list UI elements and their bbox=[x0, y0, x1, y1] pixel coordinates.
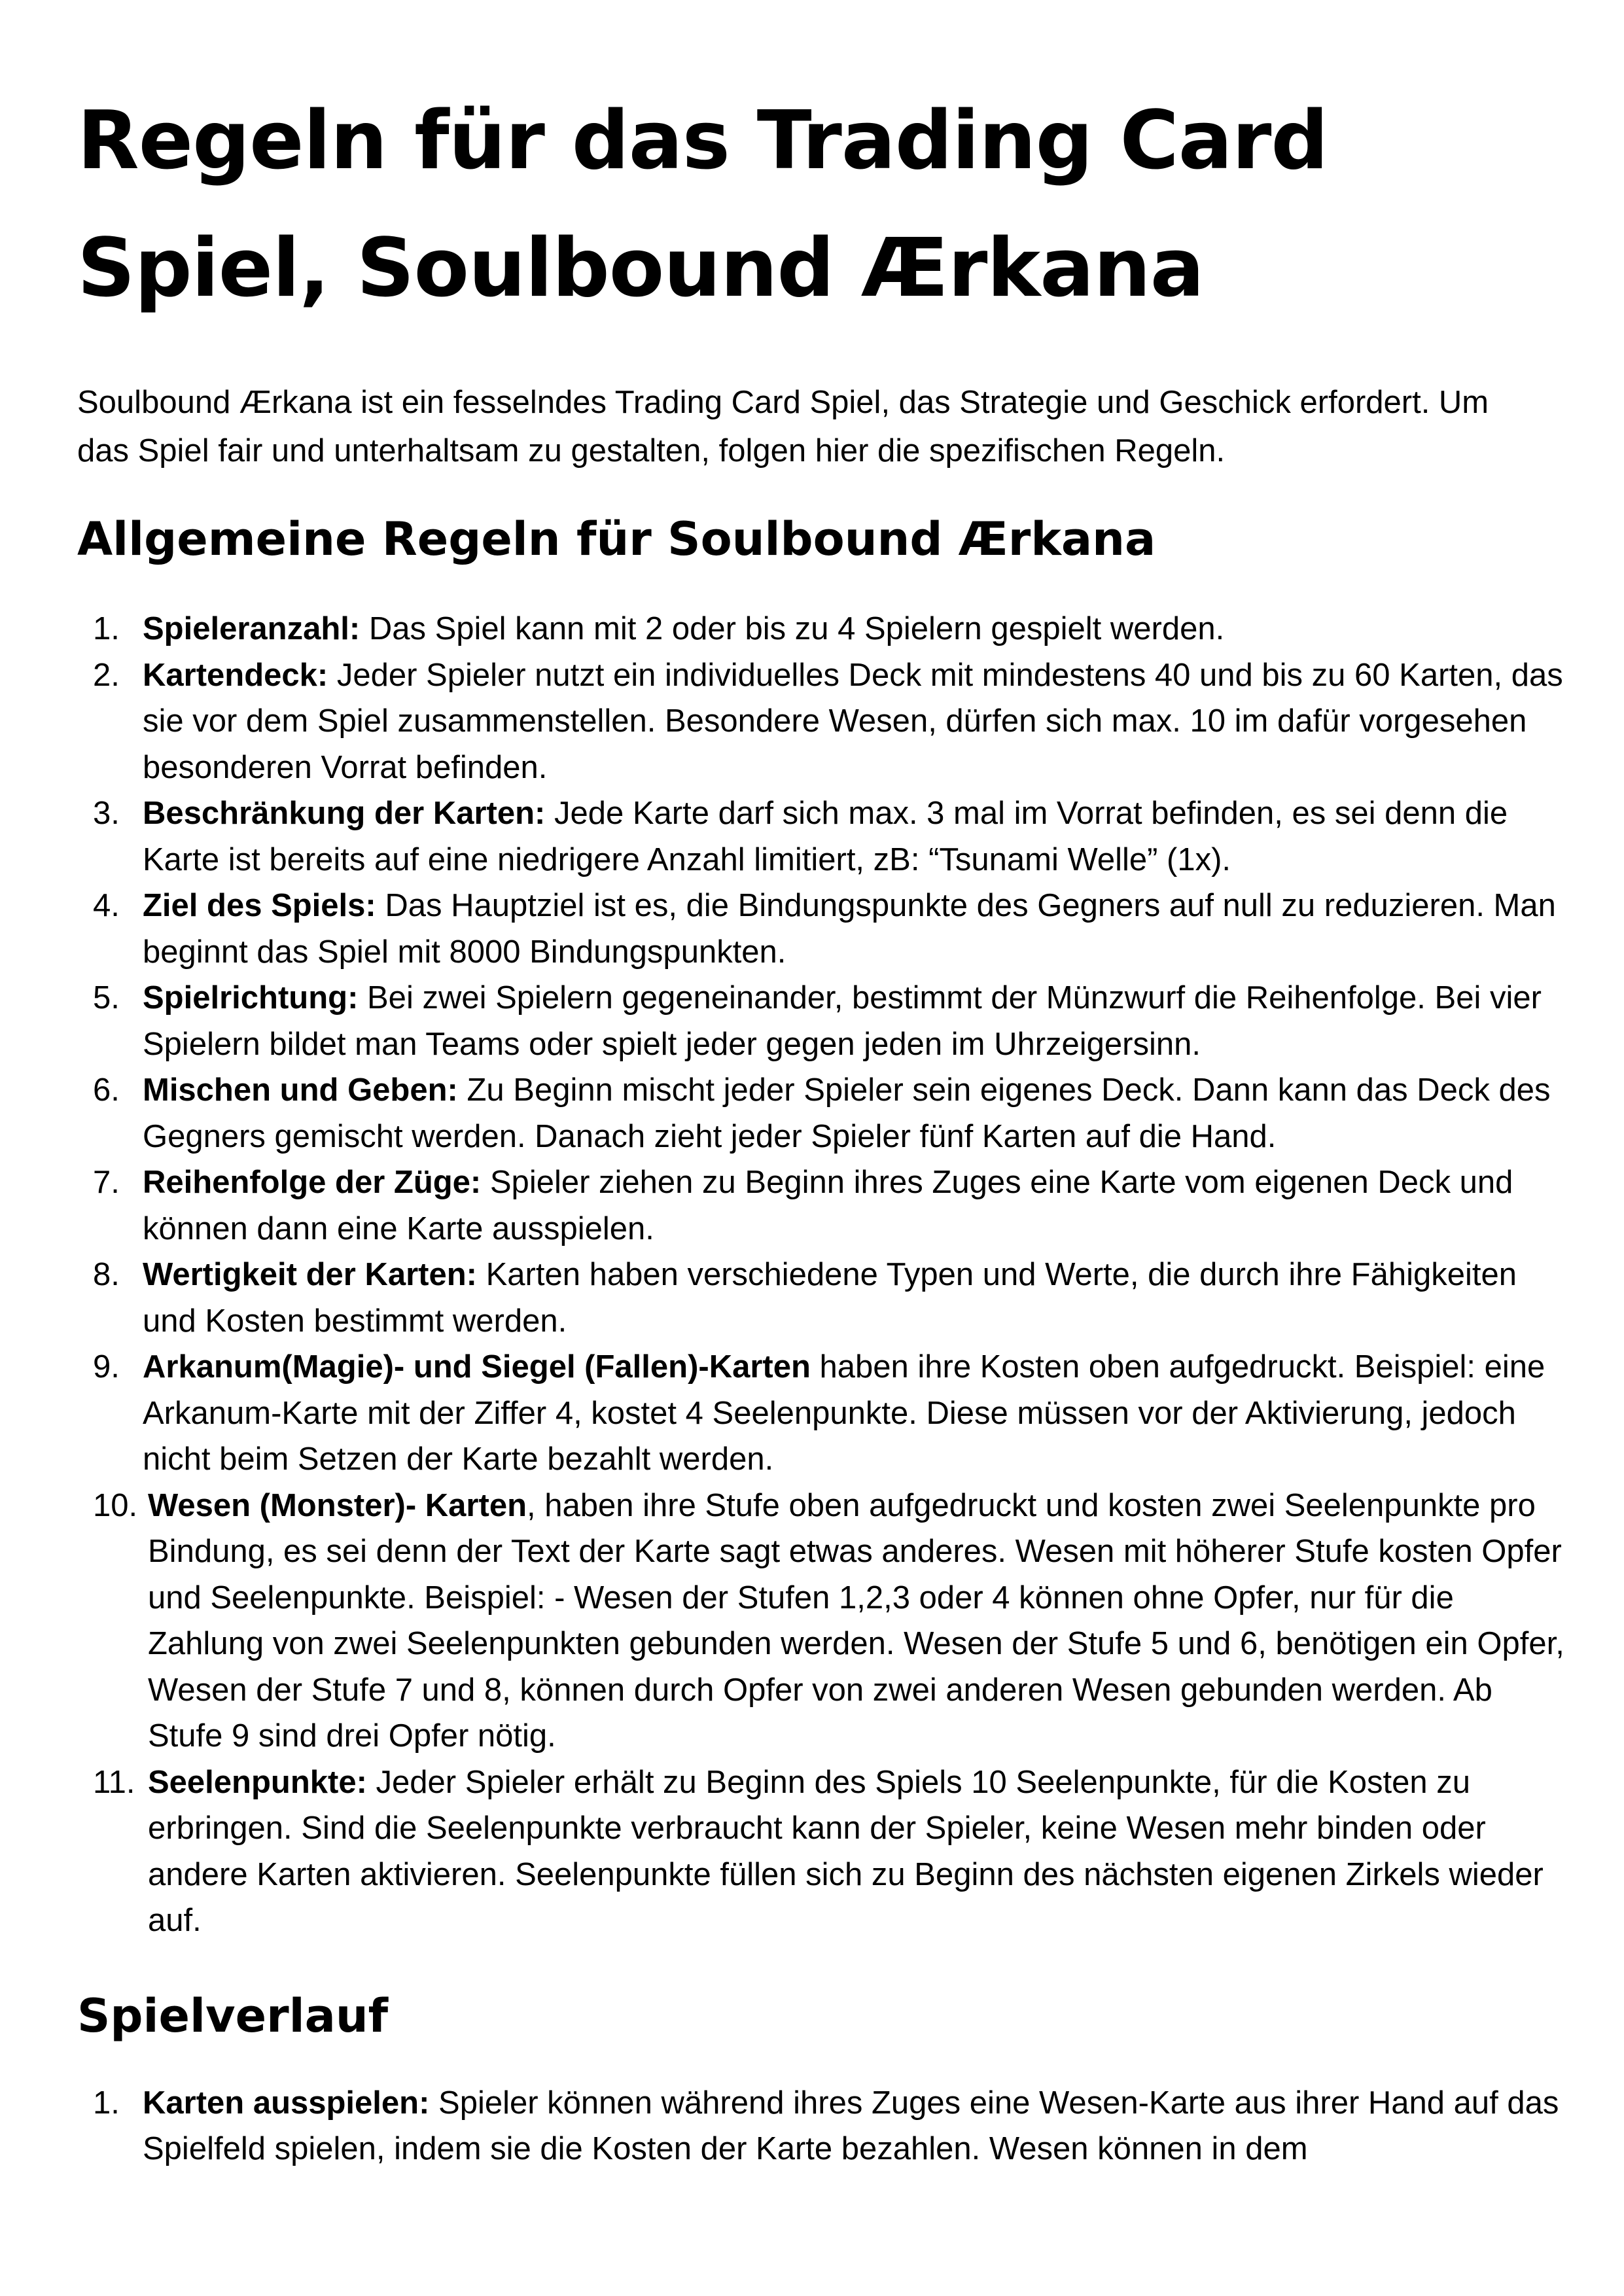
list-item bbox=[77, 1759, 1569, 1944]
list-item bbox=[77, 1252, 1569, 1344]
list-item bbox=[77, 975, 1569, 1067]
list-item-term: Wesen (Monster)- Karten bbox=[148, 1487, 527, 1523]
list-item bbox=[77, 606, 1569, 652]
list-number: 1. bbox=[93, 2085, 120, 2121]
document-title: Regeln für das Trading Card Spiel, Soulbound Ærkana bbox=[77, 94, 1328, 315]
list-number: 9. bbox=[93, 1349, 120, 1385]
list-number: 5. bbox=[93, 980, 120, 1016]
list-number: 7. bbox=[93, 1165, 120, 1200]
list-item-text: Spieler ziehen zu Beginn ihres Zuges eine Karte vom eigenen Deck und können dann eine Karte ausspielen. bbox=[143, 1165, 1513, 1246]
list-item bbox=[77, 790, 1569, 883]
list-item-term: Wertigkeit der Karten: bbox=[143, 1257, 477, 1292]
list-item-text: Karten haben verschiedene Typen und Werte, die durch ihre Fähigkeiten und Kosten bestimmt werden. bbox=[143, 1257, 1517, 1339]
list-item-text: Bei zwei Spielern gegeneinander, bestimmt der Münzwurf die Reihenfolge. Bei vier Spielern bildet man Teams oder spielt jeder gegen jeden im Uhrzeigersinn. bbox=[143, 980, 1542, 1062]
list-number: 2. bbox=[93, 657, 120, 693]
list-item-term: Kartendeck: bbox=[143, 657, 328, 693]
list-number: 1. bbox=[93, 611, 120, 646]
list-item-term: Ziel des Spiels: bbox=[143, 888, 376, 923]
list-item-term: Mischen und Geben: bbox=[143, 1072, 458, 1108]
list-item-text: Das Hauptziel ist es, die Bindungspunkte des Gegners auf null zu reduzieren. Man beginnt das Spiel mit 8000 Bindungspunkten. bbox=[143, 888, 1556, 970]
list-item-term: Reihenfolge der Züge: bbox=[143, 1165, 482, 1200]
list-item bbox=[77, 883, 1569, 975]
list-item bbox=[77, 652, 1569, 791]
list-number: 10. bbox=[93, 1487, 138, 1523]
list-item-text: , haben ihre Stufe oben aufgedruckt und kosten zwei Seelenpunkte pro Bindung, es sei denn der Text der Karte sagt etwas anderes. Wesen mit höherer Stufe kosten Opfer und Seelenpunkte. Beispiel: - Wesen der Stufen 1,2,3 oder 4 können ohne Opfer, nur für die Zahlung von zwei Seelenpunkten gebunden werden. Wesen der Stufe 5 und 6, benötigen ein Opfer, Wesen der Stufe 7 und 8, können durch Opfer von zwei anderen Wesen gebunden werden. Ab Stufe 9 sind drei Opfer nötig. bbox=[148, 1487, 1564, 1754]
list-item-text: Jeder Spieler nutzt ein individuelles Deck mit mindestens 40 und bis zu 60 Karten, das sie vor dem Spiel zusammenstellen. Besondere Wesen, dürfen sich max. 10 im dafür vorgesehen besonderen Vorrat befinden. bbox=[143, 657, 1563, 785]
list-item-term: Spieleranzahl: bbox=[143, 611, 361, 646]
list-item bbox=[77, 1159, 1569, 1252]
list-item-text: Das Spiel kann mit 2 oder bis zu 4 Spielern gespielt werden. bbox=[360, 611, 1225, 646]
list-item-text: Zu Beginn mischt jeder Spieler sein eigenes Deck. Dann kann das Deck des Gegners gemischt werden. Danach zieht jeder Spieler fünf Karten auf die Hand. bbox=[143, 1072, 1551, 1154]
list-item-text: Jeder Spieler erhält zu Beginn des Spiels 10 Seelenpunkte, für die Kosten zu erbringen. Sind die Seelenpunkte verbraucht kann der Spieler, keine Wesen mehr binden oder andere Karten aktivieren. Seelenpunkte füllen sich zu Beginn des nächsten eigenen Zirkels wieder auf. bbox=[148, 1764, 1544, 1938]
list-item bbox=[77, 1067, 1569, 1159]
list-number: 6. bbox=[93, 1072, 120, 1108]
document-page bbox=[77, 77, 1569, 2212]
list-item-term: Seelenpunkte: bbox=[148, 1764, 367, 1800]
list-item-term: Beschränkung der Karten: bbox=[143, 796, 546, 831]
section-heading-gameplay: Spielverlauf bbox=[77, 1988, 389, 2043]
section-heading-general-rules: Allgemeine Regeln für Soulbound Ærkana bbox=[77, 512, 1156, 566]
list-item-term: Arkanum(Magie)- und Siegel (Fallen)-Karten bbox=[143, 1349, 811, 1385]
gameplay-list bbox=[77, 2080, 1569, 2172]
list-item-term: Karten ausspielen: bbox=[143, 2085, 430, 2121]
list-number: 11. bbox=[93, 1764, 135, 1800]
gameplay-section bbox=[77, 1983, 1569, 2172]
list-item bbox=[77, 2080, 1569, 2172]
list-item-term: Spielrichtung: bbox=[143, 980, 359, 1016]
list-item-text: haben ihre Kosten oben aufgedruckt. Beispiel: eine Arkanum-Karte mit der Ziffer 4, kostet 4 Seelenpunkte. Diese müssen vor der Aktivierung, jedoch nicht beim Setzen der Karte bezahlt werden. bbox=[143, 1349, 1545, 1477]
list-number: 4. bbox=[93, 888, 120, 923]
list-item-text: Spieler können während ihres Zuges eine Wesen-Karte aus ihrer Hand auf das Spielfeld spielen, indem sie die Kosten der Karte bezahlen. Wesen können in dem bbox=[143, 2085, 1559, 2166]
list-item bbox=[77, 1344, 1569, 1483]
general-rules-list bbox=[77, 606, 1569, 1944]
list-item-text: Jede Karte darf sich max. 3 mal im Vorrat befinden, es sei denn die Karte ist bereits auf eine niedrigere Anzahl limitiert, zB: “Tsunami Welle” (1x). bbox=[143, 796, 1508, 877]
list-item bbox=[77, 1483, 1569, 1759]
list-number: 3. bbox=[93, 796, 120, 831]
list-number: 8. bbox=[93, 1257, 120, 1292]
intro-paragraph: Soulbound Ærkana ist ein fesselndes Trading Card Spiel, das Strategie und Geschick erfordert. Um das Spiel fair und unterhaltsam zu gestalten, folgen hier die spezifischen Regeln. bbox=[77, 385, 1489, 468]
